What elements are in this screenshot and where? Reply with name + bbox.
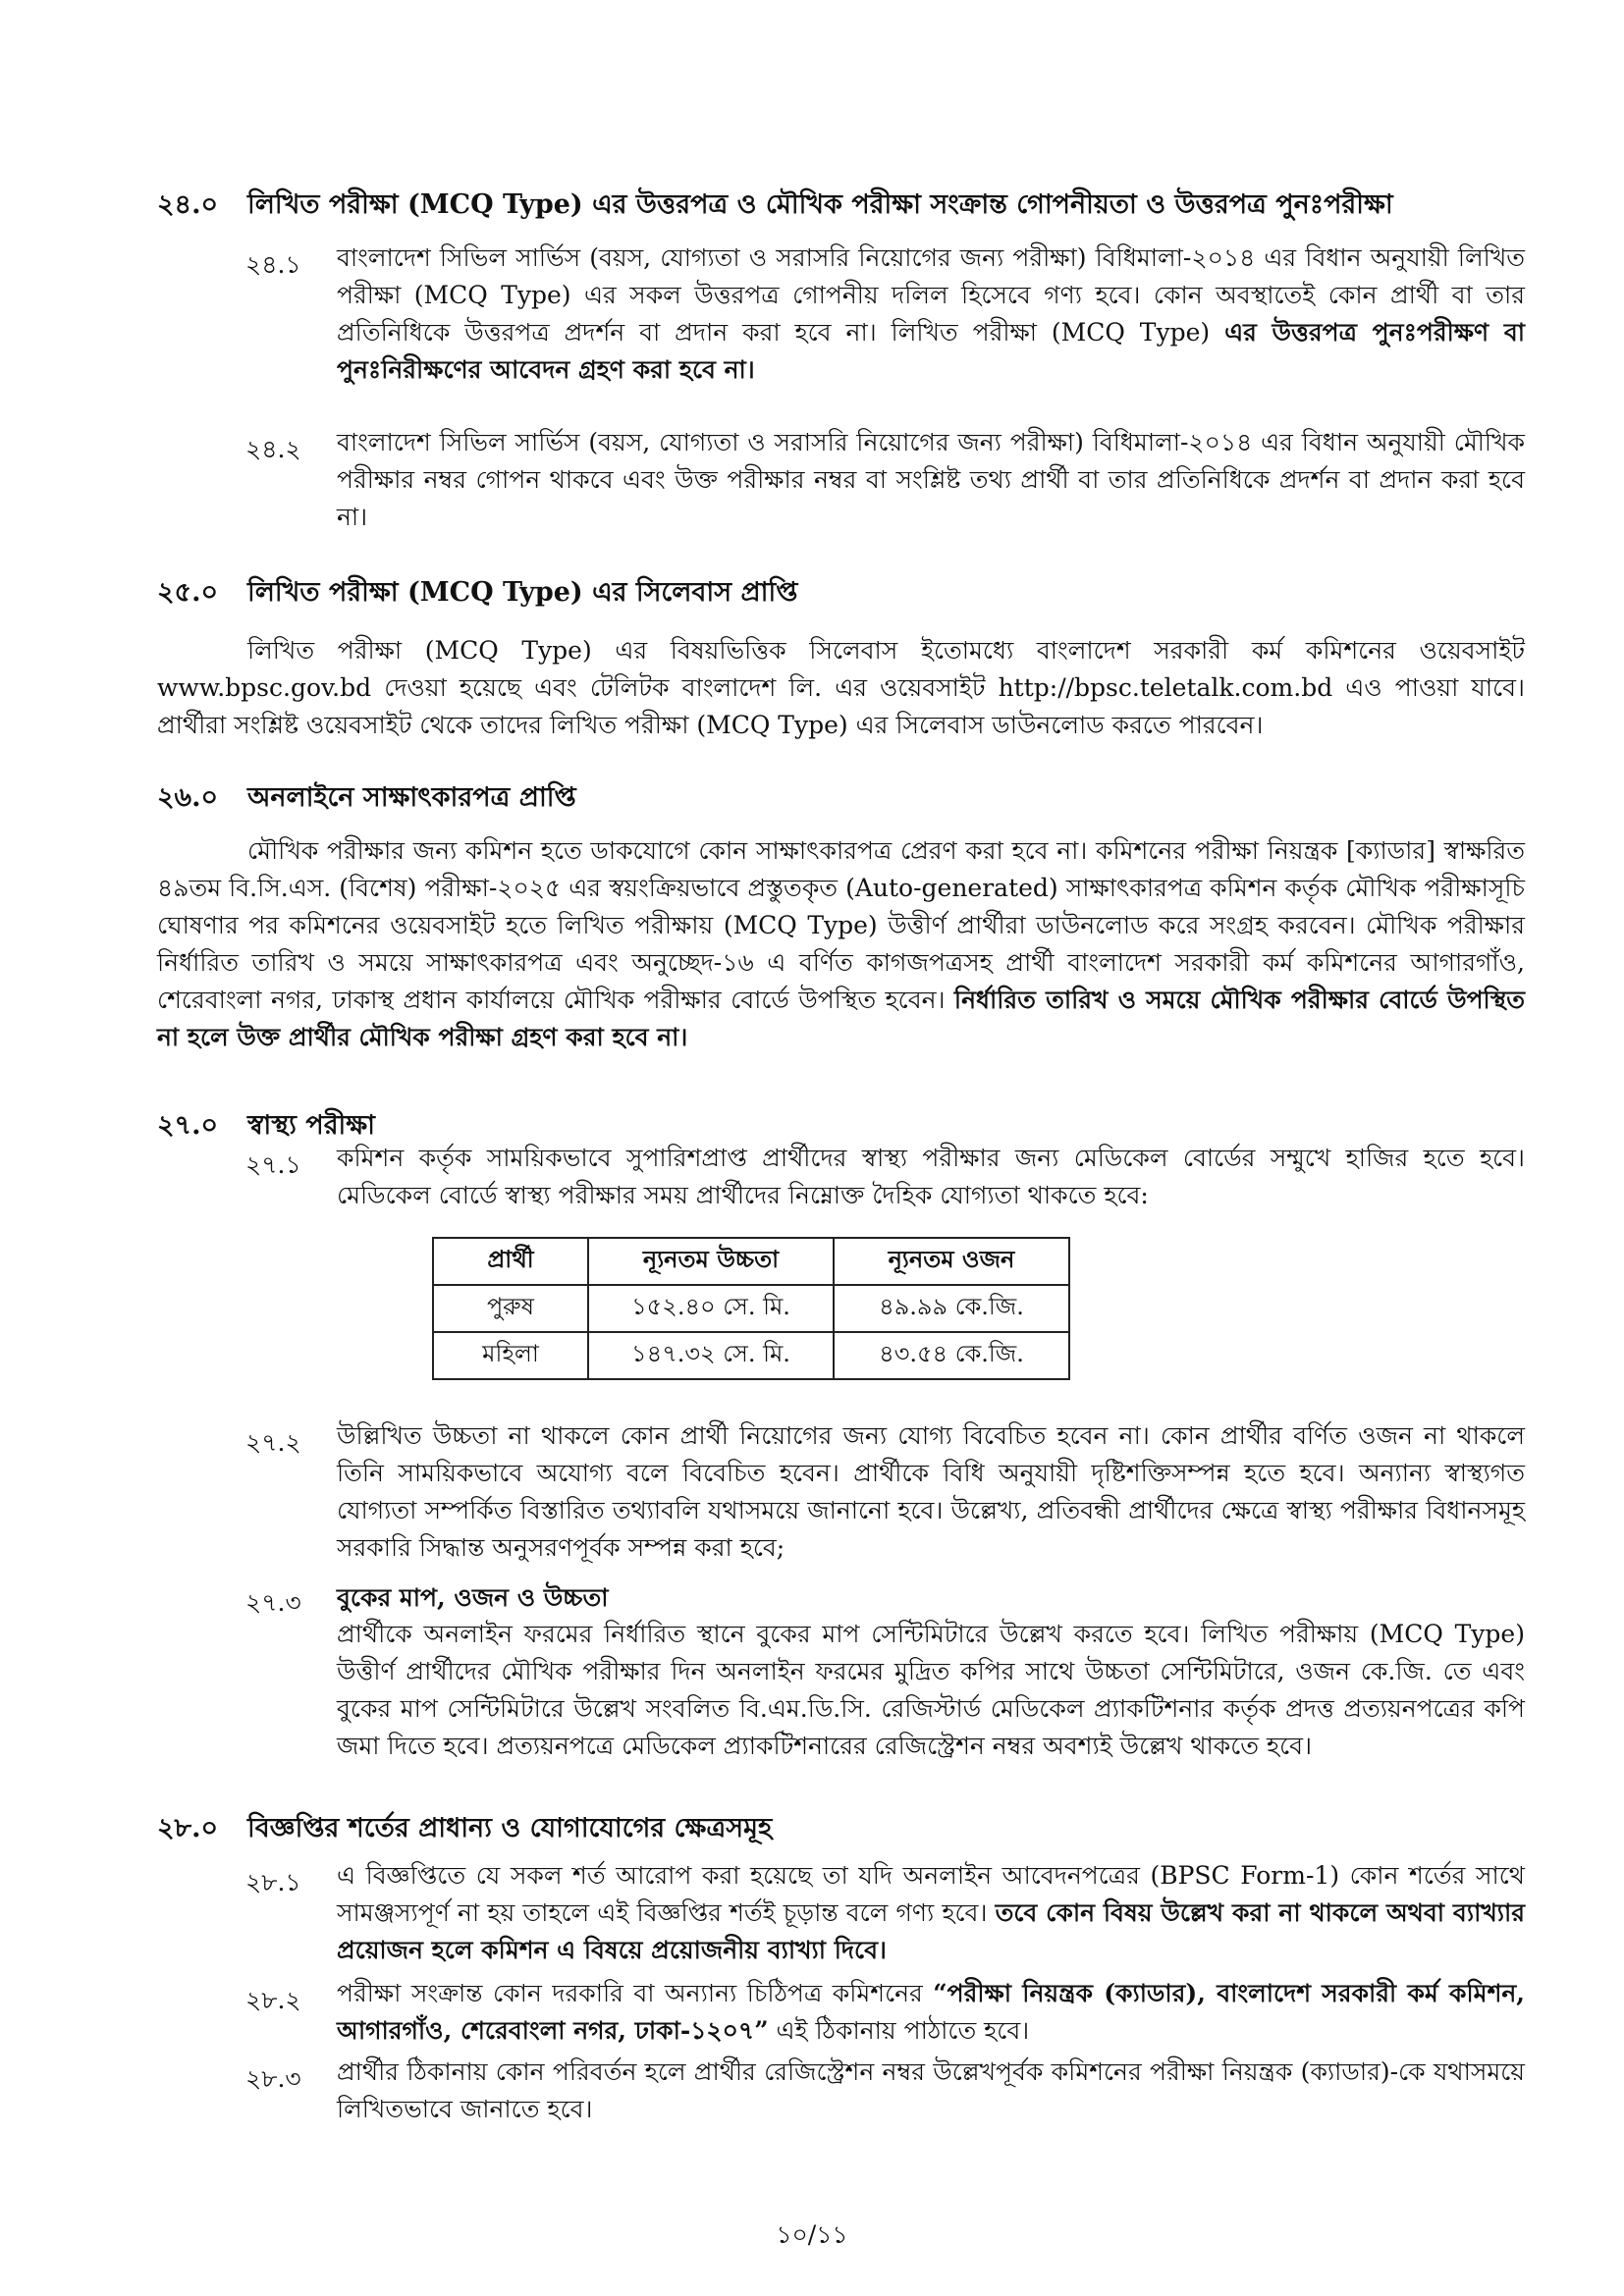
table-cell: ৪৩.৫৪ কে.জি. bbox=[834, 1332, 1069, 1379]
para-28-2 bbox=[337, 1975, 1525, 2050]
table-header-row bbox=[433, 1238, 1069, 1285]
section-26-heading bbox=[157, 777, 576, 822]
para-27-3-number: ২৭.৩ bbox=[245, 1588, 301, 1617]
para-28-2-bold: “পরীক্ষা নিয়ন্ত্রক (ক্যাডার), বাংলাদেশ সরকারী কর্ম কমিশন, আগারগাঁও, শেরেবাংলা নগর, ঢাকা-১২০৭” bbox=[337, 1979, 1525, 2045]
para-28-1-number: ২৮.১ bbox=[245, 1868, 301, 1896]
para-25: লিখিত পরীক্ষা (MCQ Type) এর বিষয়ভিত্তিক সিলেবাস ইতোমধ্যে বাংলাদেশ সরকারী কর্ম কমিশনের ওয়েবসাইট www.bpsc.gov.bd দেওয়া হয়েছে এবং টেলিটক বাংলাদেশ লি. এর ওয়েবসাইট http://bpsc.teletalk.com.bd এও পাওয়া যাবে। প্রার্থীরা সংশ্লিষ্ট ওয়েবসাইট থেকে তাদের লিখিত পরীক্ষা (MCQ Type) এর সিলেবাস ডাউনলোড করতে পারবেন। bbox=[157, 636, 1525, 739]
table-header-cell: ন্যূনতম উচ্চতা bbox=[588, 1238, 834, 1285]
table-cell: ১৪৭.৩২ সে. মি. bbox=[588, 1332, 834, 1379]
para-26-bold: নির্ধারিত তারিখ ও সময়ে মৌখিক পরীক্ষার বোর্ডে উপস্থিত না হলে উক্ত প্রার্থীর মৌখিক পরীক্ষা গ্রহণ করা হবে না। bbox=[157, 986, 1525, 1051]
para-27-3: প্রার্থীকে অনলাইন ফরমের নির্ধারিত স্থানে বুকের মাপ সেন্টিমিটারে উল্লেখ করতে হবে। লিখিত পরীক্ষায় (MCQ Type) উত্তীর্ণ প্রার্থীদের মৌখিক পরীক্ষার দিন অনলাইন ফরমের মুদ্রিত কপির সাথে উচ্চতা সেন্টিমিটারে, ওজন কে.জি. তে এবং বুকের মাপ সেন্টিমিটারে উল্লেখ সংবলিত বি.এম.ডি.সি. রেজিস্টার্ড মেডিকেল প্র্যাকটিশনার কর্তৃক প্রদত্ত প্রত্যয়নপত্রের কপি জমা দিতে হবে। প্রত্যয়নপত্রে মেডিকেল প্র্যাকটিশনারের রেজিস্ট্রেশন নম্বর অবশ্যই উল্লেখ থাকতে হবে। bbox=[337, 1620, 1525, 1760]
para-28-2-tail: এই ঠিকানায় পাঠাতে হবে। bbox=[768, 2016, 1030, 2045]
para-26 bbox=[157, 832, 1525, 1056]
para-28-3-number: ২৮.৩ bbox=[245, 2064, 301, 2093]
table-cell: ১৫২.৪০ সে. মি. bbox=[588, 1285, 834, 1332]
physical-requirements-table bbox=[432, 1237, 1070, 1380]
para-27-1-number: ২৭.১ bbox=[245, 1150, 301, 1179]
table-cell: ৪৯.৯৯ কে.জি. bbox=[834, 1285, 1069, 1332]
para-28-2-text: পরীক্ষা সংক্রান্ত কোন দরকারি বা অন্যান্য চিঠিপত্র কমিশনের bbox=[337, 1979, 934, 2007]
para-24-2: বাংলাদেশ সিভিল সার্ভিস (বয়স, যোগ্যতা ও সরাসরি নিয়োগের জন্য পরীক্ষা) বিধিমালা-২০১৪ এর বিধান অনুযায়ী মৌখিক পরীক্ষার নম্বর গোপন থাকবে এবং উক্ত পরীক্ষার নম্বর বা সংশ্লিষ্ট তথ্য প্রার্থী বা তার প্রতিনিধিকে প্রদর্শন বা প্রদান করা হবে না। bbox=[337, 428, 1525, 531]
para-27-3-heading: বুকের মাপ, ওজন ও উচ্চতা bbox=[337, 1583, 609, 1612]
para-27-1: কমিশন কর্তৃক সাময়িকভাবে সুপারিশপ্রাপ্ত প্রার্থীদের স্বাস্থ্য পরীক্ষার জন্য মেডিকেল বোর্ডের সম্মুখে হাজির হতে হবে। মেডিকেল বোর্ডে স্বাস্থ্য পরীক্ষার সময় প্রার্থীদের নিম্নোক্ত দৈহিক যোগ্যতা থাকতে হবে: bbox=[337, 1144, 1525, 1209]
para-27-2: উল্লিখিত উচ্চতা না থাকলে কোন প্রার্থী নিয়োগের জন্য যোগ্য বিবেচিত হবেন না। কোন প্রার্থীর বর্ণিত ওজন না থাকলে তিনি সাময়িকভাবে অযোগ্য বলে বিবেচিত হবেন। প্রার্থীকে বিধি অনুযায়ী দৃষ্টিশক্তিসম্পন্ন হতে হবে। অন্যান্য স্বাস্থ্যগত যোগ্যতা সম্পর্কিত বিস্তারিত তথ্যাবলি যথাসময়ে জানানো হবে। উল্লেখ্য, প্রতিবন্ধী প্রার্থীদের ক্ষেত্রে স্বাস্থ্য পরীক্ষার বিধানসমূহ সরকারি সিদ্ধান্ত অনুসরণপূর্বক সম্পন্ন করা হবে; bbox=[337, 1421, 1525, 1562]
section-27-number: ২৭.০ bbox=[157, 1110, 219, 1141]
section-24-title: লিখিত পরীক্ষা (MCQ Type) এর উত্তরপত্র ও মৌখিক পরীক্ষা সংক্রান্ত গোপনীয়তা ও উত্তরপত্র পুনঃপরীক্ষা bbox=[247, 189, 1393, 220]
para-28-1-text: এ বিজ্ঞপ্তিতে যে সকল শর্ত আরোপ করা হয়েছে তা যদি অনলাইন আবেদনপত্রের (BPSC Form-1) কোন শর্তের সাথে সামঞ্জস্যপূর্ণ না হয় তাহলে এই বিজ্ঞপ্তির শর্তই চূড়ান্ত বলে গণ্য হবে। bbox=[337, 1861, 1525, 1927]
section-27-title: স্বাস্থ্য পরীক্ষা bbox=[247, 1110, 375, 1141]
table-header-cell: ন্যূনতম ওজন bbox=[834, 1238, 1069, 1285]
para-26-text: মৌখিক পরীক্ষার জন্য কমিশন হতে ডাকযোগে কোন সাক্ষাৎকারপত্র প্রেরণ করা হবে না। কমিশনের পরীক্ষা নিয়ন্ত্রক [ক্যাডার] স্বাক্ষরিত ৪৯তম বি.সি.এস. (বিশেষ) পরীক্ষা-২০২৫ এর স্বয়ংক্রিয়ভাবে প্রস্তুতকৃত (Auto-generated) সাক্ষাৎকারপত্র কমিশন কর্তৃক মৌখিক পরীক্ষাসূচি ঘোষণার পর কমিশনের ওয়েবসাইট হতে লিখিত পরীক্ষায় (MCQ Type) উত্তীর্ণ প্রার্থীরা ডাউনলোড করে সংগ্রহ করবেন। মৌখিক পরীক্ষার নির্ধারিত তারিখ ও সময়ে সাক্ষাৎকারপত্র এবং অনুচ্ছেদ-১৬ এ বর্ণিত কাগজপত্রসহ প্রার্থী বাংলাদেশ সরকারী কর্ম কমিশনের আগারগাঁও, শেরেবাংলা নগর, ঢাকাস্থ প্রধান কার্যালয়ে মৌখিক পরীক্ষার বোর্ডে উপস্থিত হবেন। bbox=[157, 836, 1525, 1014]
para-28-2-number: ২৮.২ bbox=[245, 1986, 301, 2014]
para-24-1 bbox=[337, 240, 1525, 389]
para-24-1-text: বাংলাদেশ সিভিল সার্ভিস (বয়স, যোগ্যতা ও সরাসরি নিয়োগের জন্য পরীক্ষা) বিধিমালা-২০১৪ এর বিধান অনুযায়ী লিখিত পরীক্ষা (MCQ Type) এর সকল উত্তরপত্র গোপনীয় দলিল হিসেবে গণ্য হবে। কোন অবস্থাতেই কোন প্রার্থী বা তার প্রতিনিধিকে উত্তরপত্র প্রদর্শন বা প্রদান করা হবে না। লিখিত পরীক্ষা (MCQ Type) bbox=[337, 243, 1525, 347]
table-header-cell: প্রার্থী bbox=[433, 1238, 588, 1285]
table-cell: মহিলা bbox=[433, 1332, 588, 1379]
para-28-1-bold: তবে কোন বিষয় উল্লেখ করা না থাকলে অথবা ব্যাখ্যার প্রয়োজন হলে কমিশন এ বিষয়ে প্রয়োজনীয় ব্যাখ্যা দিবে। bbox=[337, 1898, 1525, 1964]
section-25-heading bbox=[157, 572, 797, 616]
section-25-number: ২৫.০ bbox=[157, 577, 219, 608]
section-25-title: লিখিত পরীক্ষা (MCQ Type) এর সিলেবাস প্রাপ্তি bbox=[247, 577, 798, 608]
section-24-number: ২৪.০ bbox=[157, 189, 219, 220]
table-cell: পুরুষ bbox=[433, 1285, 588, 1332]
section-28-heading bbox=[157, 1808, 772, 1852]
page-number: ১০/১১ bbox=[776, 2220, 848, 2249]
para-24-1-bold: এর উত্তরপত্র পুনঃপরীক্ষণ বা পুনঃনিরীক্ষণের আবেদন গ্রহণ করা হবে না। bbox=[337, 318, 1525, 384]
para-27-2-number: ২৭.২ bbox=[245, 1428, 301, 1457]
para-28-1 bbox=[337, 1857, 1525, 1969]
para-24-1-number: ২৪.১ bbox=[245, 250, 301, 279]
table-row bbox=[433, 1285, 1069, 1332]
section-24-heading bbox=[157, 185, 1393, 229]
section-28-title: বিজ্ঞপ্তির শর্তের প্রাধান্য ও যোগাযোগের ক্ষেত্রসমূহ bbox=[247, 1813, 773, 1843]
section-26-title: অনলাইনে সাক্ষাৎকারপত্র প্রাপ্তি bbox=[247, 782, 576, 813]
para-28-3: প্রার্থীর ঠিকানায় কোন পরিবর্তন হলে প্রার্থীর রেজিস্ট্রেশন নম্বর উল্লেখপূর্বক কমিশনের পরীক্ষা নিয়ন্ত্রক (ক্যাডার)-কে যথাসময়ে লিখিতভাবে জানাতে হবে। bbox=[337, 2057, 1525, 2123]
table-row bbox=[433, 1332, 1069, 1379]
section-28-number: ২৮.০ bbox=[157, 1813, 219, 1843]
section-26-number: ২৬.০ bbox=[157, 782, 219, 813]
para-24-2-number: ২৪.২ bbox=[245, 435, 301, 463]
